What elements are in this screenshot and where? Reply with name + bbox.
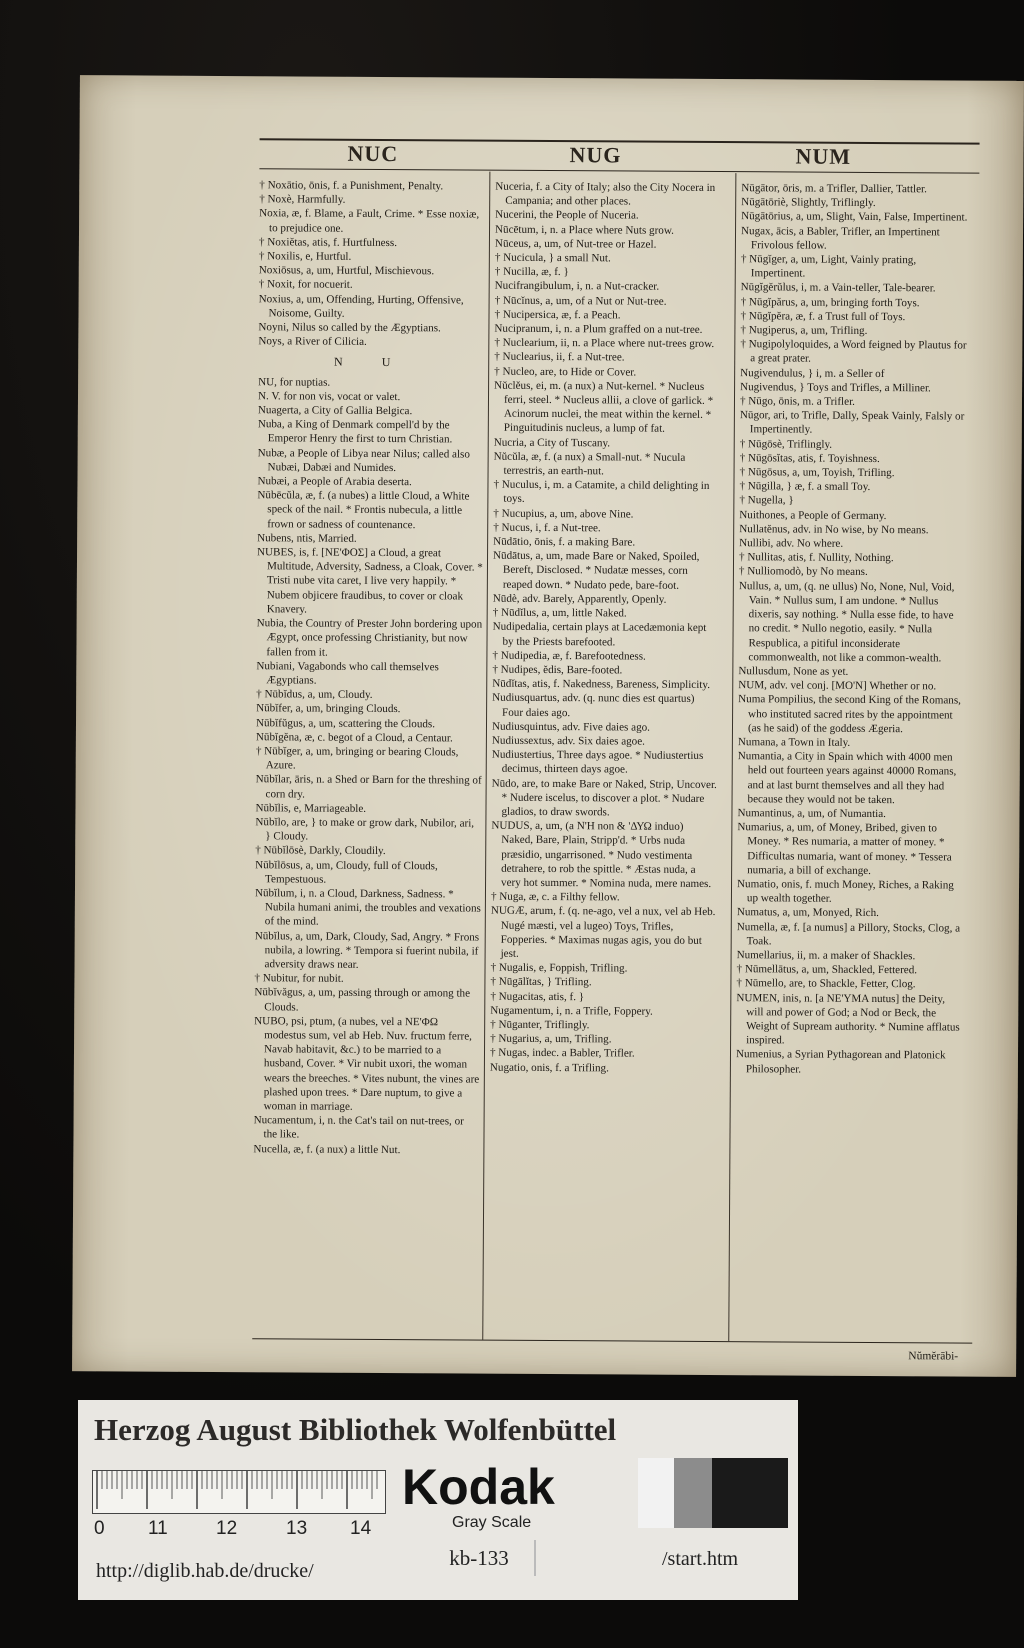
dictionary-entry: Nullatĕnus, adv. in No wise, by No means. <box>739 523 929 537</box>
dictionary-entry: † Noxiĕtas, atis, f. Hurtfulness. <box>258 236 398 249</box>
dictionary-entry: Nubia, the Country of Prester John bordering upon Ægypt, once professing Christianity, but now fallen from it. <box>256 617 483 659</box>
measurement-ruler <box>92 1470 386 1514</box>
section-letters: N U <box>334 355 409 370</box>
catchword: Nŭmĕrābi- <box>908 1350 959 1363</box>
dictionary-entry: † Nuclearium, ii, n. a Place where nut-trees grow. <box>494 336 715 351</box>
dictionary-entry: Numatio, onis, f. much Money, Riches, a Raking up wealth together. <box>737 878 954 905</box>
source-url[interactable]: http://diglib.hab.de/drucke/ <box>96 1560 314 1582</box>
dictionary-entry: Numella, æ, f. [a numus] a Pillory, Stocks, Clog, a Toak. <box>736 920 961 948</box>
kb-code: kb-133 <box>424 1540 536 1576</box>
dictionary-entry: Nudipedalia, certain plays at Lacedæmonia kept by the Priests barefooted. <box>492 620 707 648</box>
dictionary-entry: † Nuga, æ, c. a Filthy fellow. <box>490 890 620 904</box>
dictionary-entry: † Nūganter, Triflingly. <box>490 1018 590 1032</box>
institution-name: Herzog August Bibliothek Wolfenbüttel <box>94 1412 617 1447</box>
gray-swatch <box>674 1458 712 1528</box>
dictionary-text-block <box>252 138 979 1363</box>
column-middle <box>488 180 721 1331</box>
dictionary-entry: Nūbĭvăgus, a, um, passing through or among the Clouds. <box>254 986 471 1014</box>
dictionary-entry: † Noxilis, e, Hurtful. <box>258 250 352 263</box>
dictionary-entry: † Nubitur, for nubit. <box>254 972 344 985</box>
dictionary-entry: † Nūgālĭtas, } Trifling. <box>490 976 592 989</box>
dictionary-entry: Nuba, a King of Denmark compell'd by the Emperor Henry the first to turn Christian. <box>257 418 453 446</box>
dictionary-entry: † Nucleo, are, to Hide or Cover. <box>494 365 637 379</box>
ruler-numbers <box>92 1518 384 1542</box>
bottom-rule <box>252 1338 972 1343</box>
dictionary-entry: Nūbĭlum, i, n. a Cloud, Darkness, Sadness. * Nubila humani animi, the troubles and vexations of the mind. <box>254 887 481 928</box>
dictionary-entry: Nūgātor, ōris, m. a Trifler, Dallier, Tattler. <box>741 182 927 196</box>
dictionary-entry: † Nūbĭger, a, um, bringing or bearing Clouds, Azure. <box>255 745 459 772</box>
dictionary-entry: Nūdātio, ōnis, f. a making Bare. <box>493 535 636 549</box>
dictionary-entry: † Nugiperus, a, um, Trifling. <box>740 324 868 337</box>
dictionary-entry: Nugamentum, i, n. a Trifle, Foppery. <box>490 1004 653 1018</box>
dictionary-entry: NUBO, psi, ptum, (a nubes, vel a NE'ΦΩ modestus sum, vel ab Heb. Nuv. fructum ferre, Navab habitavit, &c.) to be married to a husband, Cover. * Vir nubit uxori, the woman wears the breeches. * Vites nubunt, the vines are plashed upon trees. * Dare nuptum, to give a woman in marriage. <box>254 1014 480 1113</box>
dictionary-entry: † Nūgĭpărus, a, um, bringing forth Toys. <box>740 295 920 309</box>
dictionary-entry: Noxiōsus, a, um, Hurtful, Mischievous. <box>258 264 435 278</box>
running-header-center: NUG <box>569 142 622 168</box>
dictionary-entry: NUDUS, a, um, (a N'H non & 'ΔΥΩ induo) Naked, Bare, Plain, Stripp'd. * Urbs nuda præsidio, ungarrisoned. * Nudo vestimenta detrahere, to rob the spittle. * Æstas nuda, a very hot summer. * Nomina nuda, mere names. <box>491 819 712 890</box>
dictionary-entry: Nūdātus, a, um, made Bare or Naked, Spoiled, Bereft, Disclosed. * Nudatæ messes, corn reaped down. * Nudato pede, bare-foot. <box>493 549 700 592</box>
dictionary-entry: Nūbĭlōsus, a, um, Cloudy, full of Clouds, Tempestuous. <box>255 858 438 886</box>
dictionary-entry: Numenius, a Syrian Pythagorean and Platonick Philosopher. <box>735 1048 946 1076</box>
dictionary-entry: NUM, adv. vel conj. [MO'N] Whether or no. <box>738 679 937 693</box>
dictionary-entry: Numantinus, a, um, of Numantia. <box>737 807 887 821</box>
dictionary-entry: Nucipranum, i, n. a Plum graffed on a nut-tree. <box>494 322 703 336</box>
dictionary-entry: Nūbĭfŭgus, a, um, scattering the Clouds. <box>255 716 436 730</box>
dictionary-entry: Nūgātōrius, a, um, Slight, Vain, False, Impertinent. <box>741 210 968 224</box>
dictionary-entry: Nucella, æ, f. (a nux) a little Nut. <box>253 1142 401 1156</box>
dictionary-entry: Noxius, a, um, Offending, Hurting, Offensive, Noisome, Guilty. <box>258 292 464 320</box>
dictionary-entry: † Nūgōsus, a, um, Toyish, Trifling. <box>739 466 895 480</box>
dictionary-entry: Nullusdum, None as yet. <box>738 665 849 678</box>
dictionary-entry: Nubens, ntis, Married. <box>257 532 357 545</box>
running-header-right: NUM <box>795 143 852 169</box>
dictionary-entry: Nugatio, onis, f. a Trifling. <box>489 1061 609 1074</box>
dictionary-entry: Nūdè, adv. Barely, Apparently, Openly. <box>492 592 667 606</box>
dictionary-entry: † Nūgĭpĕra, æ, f. a Trust full of Toys. <box>740 309 906 324</box>
ruler-number: 13 <box>286 1518 308 1539</box>
dictionary-entry: † Nudipedia, æ, f. Barefootedness. <box>492 649 646 663</box>
dictionary-entry: † Noxit, for nocuerit. <box>258 278 353 292</box>
ruler-number: 12 <box>216 1518 238 1539</box>
dictionary-entry: Nuagerta, a City of Gallia Belgica. <box>257 404 413 418</box>
dictionary-entry: Nubæ, a People of Libya near Nilus; called also Nubæi, Dabæi and Numides. <box>257 446 470 474</box>
white-swatch <box>638 1458 674 1528</box>
dictionary-entry: Nudiusquartus, adv. (q. nunc dies est quartus) Four daies ago. <box>492 691 695 719</box>
ruler-number: 0 <box>94 1518 105 1539</box>
dictionary-entry: † Nūbĭdus, a, um, Cloudy. <box>256 688 373 702</box>
dictionary-entry: Numana, a Town in Italy. <box>737 736 851 749</box>
dictionary-entry: Nūgor, ari, to Trifle, Dally, Speak Vainly, Falsly or Impertinently. <box>739 409 965 437</box>
dictionary-entry: N. V. for non vis, vocat or valet. <box>257 390 401 403</box>
dictionary-entry: Nugivendus, } Toys and Trifles, a Milliner. <box>740 381 931 395</box>
dictionary-entry: † Nuclearius, ii, f. a Nut-tree. <box>494 351 625 364</box>
dictionary-entry: Nullibi, adv. No where. <box>739 537 844 550</box>
dictionary-entry: NUGÆ, arum, f. (q. ne-ago, vel a nux, vel ab Heb. Nugé mæsti, vel a lugeo) Toys, Trifles, Fopperies. * Maximas nugas agis, you do but jest. <box>490 905 716 960</box>
dictionary-entry: Nuceria, f. a City of Italy; also the City Nocera in Campania; and other places. <box>495 180 716 208</box>
dictionary-entry: Nūdo, are, to make Bare or Naked, Strip, Uncover. * Nudere iscelus, to discover a plot. * Nudare gladios, to draw swords. <box>491 777 717 819</box>
dictionary-entry: † Noxè, Harmfully. <box>259 193 346 206</box>
dictionary-entry: † Nūmellātus, a, um, Shackled, Fettered. <box>736 963 918 977</box>
dictionary-entry: † Nūmello, are, to Shackle, Fetter, Clog. <box>736 977 916 991</box>
dictionary-entry: Nūbĭgĕna, æ, c. begot of a Cloud, a Centaur. <box>255 730 453 745</box>
dictionary-entry: Nudiustertius, Three days agoe. * Nudiustertius decimus, thirteen days agoe. <box>491 748 704 776</box>
black-swatch <box>712 1458 788 1528</box>
dictionary-entry: Nubiani, Vagabonds who call themselves Ægyptians. <box>256 659 439 687</box>
ruler-number: 14 <box>350 1518 372 1539</box>
dictionary-entry: Noxia, æ, f. Blame, a Fault, Crime. * Esse noxiæ, to prejudice one. <box>259 207 480 235</box>
dictionary-entry: † Nuculus, i, m. a Catamite, a child delighting in toys. <box>493 478 710 506</box>
dictionary-entry: † Nūbĭlōsè, Darkly, Cloudily. <box>255 844 386 858</box>
dictionary-entry: Nūbĭlo, are, } to make or grow dark, Nubilor, ari, } Cloudy. <box>255 816 475 843</box>
dictionary-entry: Nudiussextus, adv. Six daies agoe. <box>491 734 645 748</box>
dictionary-entry: † Nūgo, ōnis, m. a Trifler. <box>739 395 855 408</box>
dictionary-entry: Noys, a River of Cilicia. <box>258 335 367 349</box>
dictionary-entry: † Nugalis, e, Foppish, Trifling. <box>490 961 628 975</box>
dictionary-entry: Numatus, a, um, Monyed, Rich. <box>736 906 879 920</box>
dictionary-entry: Nucamentum, i, n. the Cat's tail on nut-trees, or the like. <box>253 1114 464 1141</box>
dictionary-entry: Nucifrangibulum, i, n. a Nut-cracker. <box>494 280 660 294</box>
dictionary-entry: Nucerini, the People of Nuceria. <box>495 209 639 222</box>
dictionary-entry: Nūcētum, i, n. a Place where Nuts grow. <box>494 223 674 237</box>
dictionary-entry: Nūdĭtas, atis, f. Nakedness, Bareness, Simplicity. <box>492 677 711 692</box>
dictionary-entry: NU, for nuptias. <box>258 375 331 389</box>
dictionary-entry: Nūbĭfer, a, um, bringing Clouds. <box>256 702 401 716</box>
dictionary-entry: † Nūdĭlus, a, um, little Naked. <box>492 606 627 620</box>
dictionary-entry: Nullus, a, um, (q. ne ullus) No, None, Nul, Void, Vain. * Nullus sum, I am undone. * Nullus dixeris, say nothing. * Nulla esse fide, to have no credit. * Nullo negotio, easily. * Nulla Respublica, a pitiful inconsiderate commonwealth, not like a common-wealth. <box>738 579 955 665</box>
dictionary-entry: Nūbĭlis, e, Marriageable. <box>255 801 367 815</box>
dictionary-entry: Nuithones, a People of Germany. <box>739 508 887 522</box>
dictionary-entry: † Nugipolyloquides, a Word feigned by Plautus for a great prater. <box>740 338 967 366</box>
dictionary-entry: Nūgĭgĕrŭlus, i, m. a Vain-teller, Tale-bearer. <box>740 281 936 295</box>
dictionary-entry: Nūceus, a, um, of Nut-tree or Hazel. <box>494 237 657 251</box>
dictionary-entry: Numellarius, ii, m. a maker of Shackles. <box>736 949 916 963</box>
source-url-suffix[interactable]: /start.htm <box>662 1548 739 1570</box>
dictionary-entry: Nūbĭlar, āris, n. a Shed or Barn for the threshing of corn dry. <box>255 773 482 801</box>
dictionary-entry: Numarius, a, um, of Money, Bribed, given to Money. * Res numaria, a matter of money. * Difficultas numaria, want of money. * Tessera numaria, a bill of exchange. <box>737 821 952 877</box>
column-right <box>734 181 969 1332</box>
dictionary-entry: Numa Pompilius, the second King of the Romans, who instituted sacred rites by the appointment (as he said) of the goddess Ægeria. <box>738 693 961 735</box>
dictionary-entry: Nūbĭlus, a, um, Dark, Cloudy, Sad, Angry. * Frons nubila, a lowring. * Tempora si fuerint nubila, if adversity draws near. <box>254 929 480 971</box>
ruler-number: 11 <box>148 1518 168 1539</box>
dictionary-entry: Numantia, a City in Spain which with 4000 men held out fourteen years against 40000 Romans, and at last burnt themselves and all they had because they would not be taken. <box>737 750 957 806</box>
dictionary-entry: † Nūcĭnus, a, um, of a Nut or Nut-tree. <box>494 294 667 308</box>
dictionary-entry: Nŭcŭla, æ, f. (a nux) a Small-nut. * Nucula terrestris, an earth-nut. <box>493 450 686 478</box>
dictionary-entry: Nŭclĕus, ei, m. (a nux) a Nut-kernel. * Nucleus ferri, steel. * Nucleus allii, a clove of garlick. * Acinorum nuclei, the meat within the kernel. * Pinguitudinis nucleus, a lump of fat. <box>494 379 714 436</box>
dictionary-entry: NUMEN, inis, n. [a NE'YMA nutus] the Deity, will and power of God; a Nod or Beck, the Weight of Supream authority. * Numine afflatus inspired. <box>736 991 960 1047</box>
ruler-ticks <box>93 1471 385 1513</box>
dictionary-entry: † Nullitas, atis, f. Nullity, Nothing. <box>738 551 894 565</box>
dictionary-entry: † Nūgōsè, Triflingly. <box>739 437 833 451</box>
dictionary-entry: † Nugas, indec. a Babler, Trifler. <box>489 1047 635 1060</box>
dictionary-entry: † Nūgilla, } æ, f. a small Toy. <box>739 480 871 494</box>
dictionary-entry: NUBES, is, f. [NE'ΦΟΣ] a Cloud, a great Multitude, Adversity, Sadness, a Cloak, Cover. * Tristi nube vita caret, I live very happily. * Nubem objicere fraudibus, to cover or cloak Knavery. <box>257 546 483 616</box>
dictionary-entry: Nugax, ācis, a Babler, Trifler, an Impertinent Frivolous fellow. <box>740 224 940 252</box>
dictionary-entry: † Nugella, } <box>739 494 794 507</box>
dictionary-entry: † Nucipersica, æ, f. a Peach. <box>494 308 621 322</box>
dictionary-entry: Nucria, a City of Tuscany. <box>493 436 611 450</box>
dictionary-entry: Nubæi, a People of Arabia deserta. <box>257 475 412 489</box>
dictionary-entry: † Nulliomodò, by No means. <box>738 565 868 579</box>
dictionary-entry: † Nucicula, } a small Nut. <box>494 251 611 265</box>
dictionary-entry: Nugivendulus, } i, m. a Seller of <box>740 366 885 380</box>
dictionary-entry: Nūbēcŭla, æ, f. (a nubes) a little Cloud, a White speck of the nail. * Frontis nubecula, a little frown or sadness of countenance. <box>257 489 470 531</box>
gray-scale-label: Gray Scale <box>452 1514 532 1531</box>
dictionary-entry: † Nucupius, a, um, above Nine. <box>493 507 634 521</box>
book-page <box>72 75 1024 1377</box>
dictionary-entry: Noyni, Nilus so called by the Ægyptians. <box>258 321 441 335</box>
dictionary-entry: † Nugarius, a, um, Trifling. <box>490 1032 612 1046</box>
dictionary-entry: † Nucus, i, f. a Nut-tree. <box>493 521 601 535</box>
dictionary-entry: Nudiusquintus, adv. Five daies ago. <box>491 720 650 734</box>
kodak-logo-text: Kodak <box>402 1459 555 1515</box>
dictionary-entry: † Nūgĭger, a, um, Light, Vainly prating, Impertinent. <box>740 253 917 280</box>
dictionary-entry: † Nudipes, ĕdis, Bare-footed. <box>492 663 623 677</box>
dictionary-entry: Nūgātōriè, Slightly, Triflingly. <box>741 196 876 210</box>
gray-scale-swatches <box>638 1458 788 1528</box>
dictionary-entry: † Nugacitas, atis, f. } <box>490 990 585 1003</box>
dictionary-entry: † Noxātio, ōnis, f. a Punishment, Penalty. <box>259 179 444 193</box>
dictionary-entry: † Nūgōsĭtas, atis, f. Toyishness. <box>739 452 880 465</box>
column-left <box>252 178 485 1329</box>
dictionary-entry: † Nucilla, æ, f. } <box>494 265 569 279</box>
running-header-left: NUC <box>347 140 399 167</box>
archive-label-card <box>78 1400 798 1600</box>
